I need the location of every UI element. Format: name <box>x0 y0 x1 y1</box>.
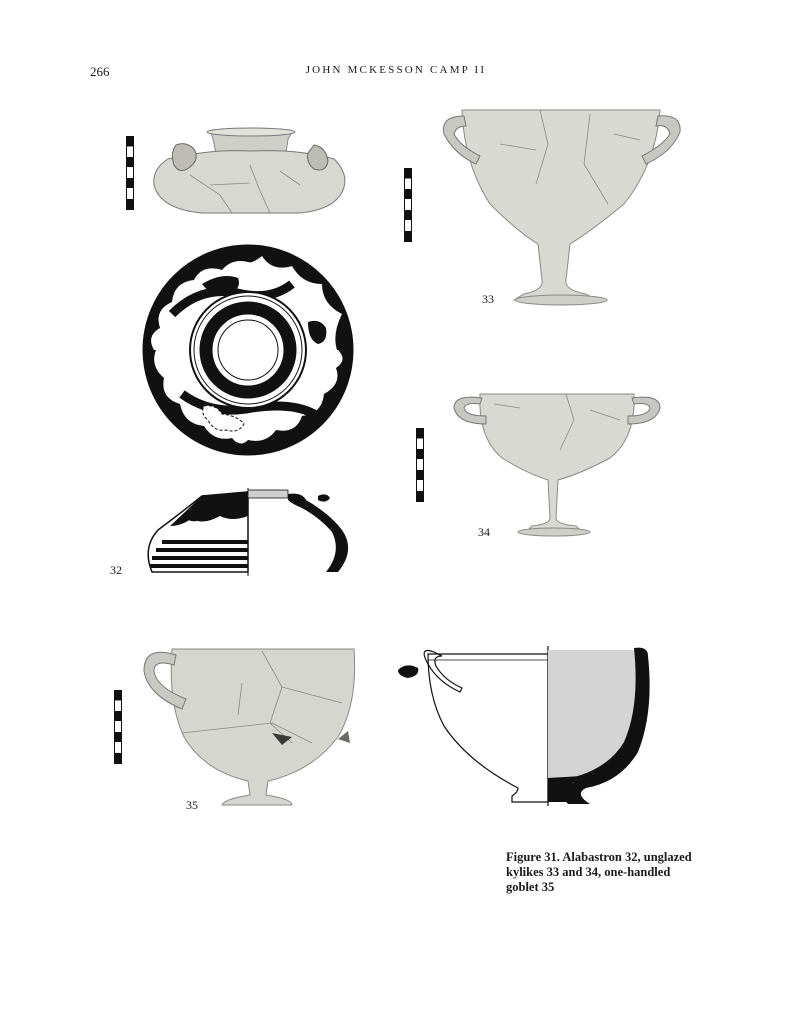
scale-bar <box>404 168 412 242</box>
kylix-photo <box>440 104 684 306</box>
goblet-photo <box>142 643 360 809</box>
goblet-profile-drawing <box>398 642 662 810</box>
page-number: 266 <box>90 64 110 79</box>
figure-caption: Figure 31. Alabastron 32, unglazed kylikes 33 and 34, one-handled goblet 35 <box>506 850 692 894</box>
catalog-number-label: 33 <box>482 292 494 306</box>
scale-bar <box>416 428 424 502</box>
alabastron-photo <box>150 125 350 217</box>
alabastron-top-view-drawing <box>142 244 354 456</box>
catalog-number-label: 32 <box>110 563 122 577</box>
alabastron-profile-drawing <box>142 486 357 578</box>
running-head: JOHN MCKESSON CAMP II <box>305 64 487 76</box>
catalog-number-label: 34 <box>478 525 490 539</box>
catalog-number-label: 35 <box>186 798 198 812</box>
scale-bar <box>114 690 122 764</box>
scale-bar <box>126 136 134 210</box>
kylix-photo <box>450 390 662 540</box>
